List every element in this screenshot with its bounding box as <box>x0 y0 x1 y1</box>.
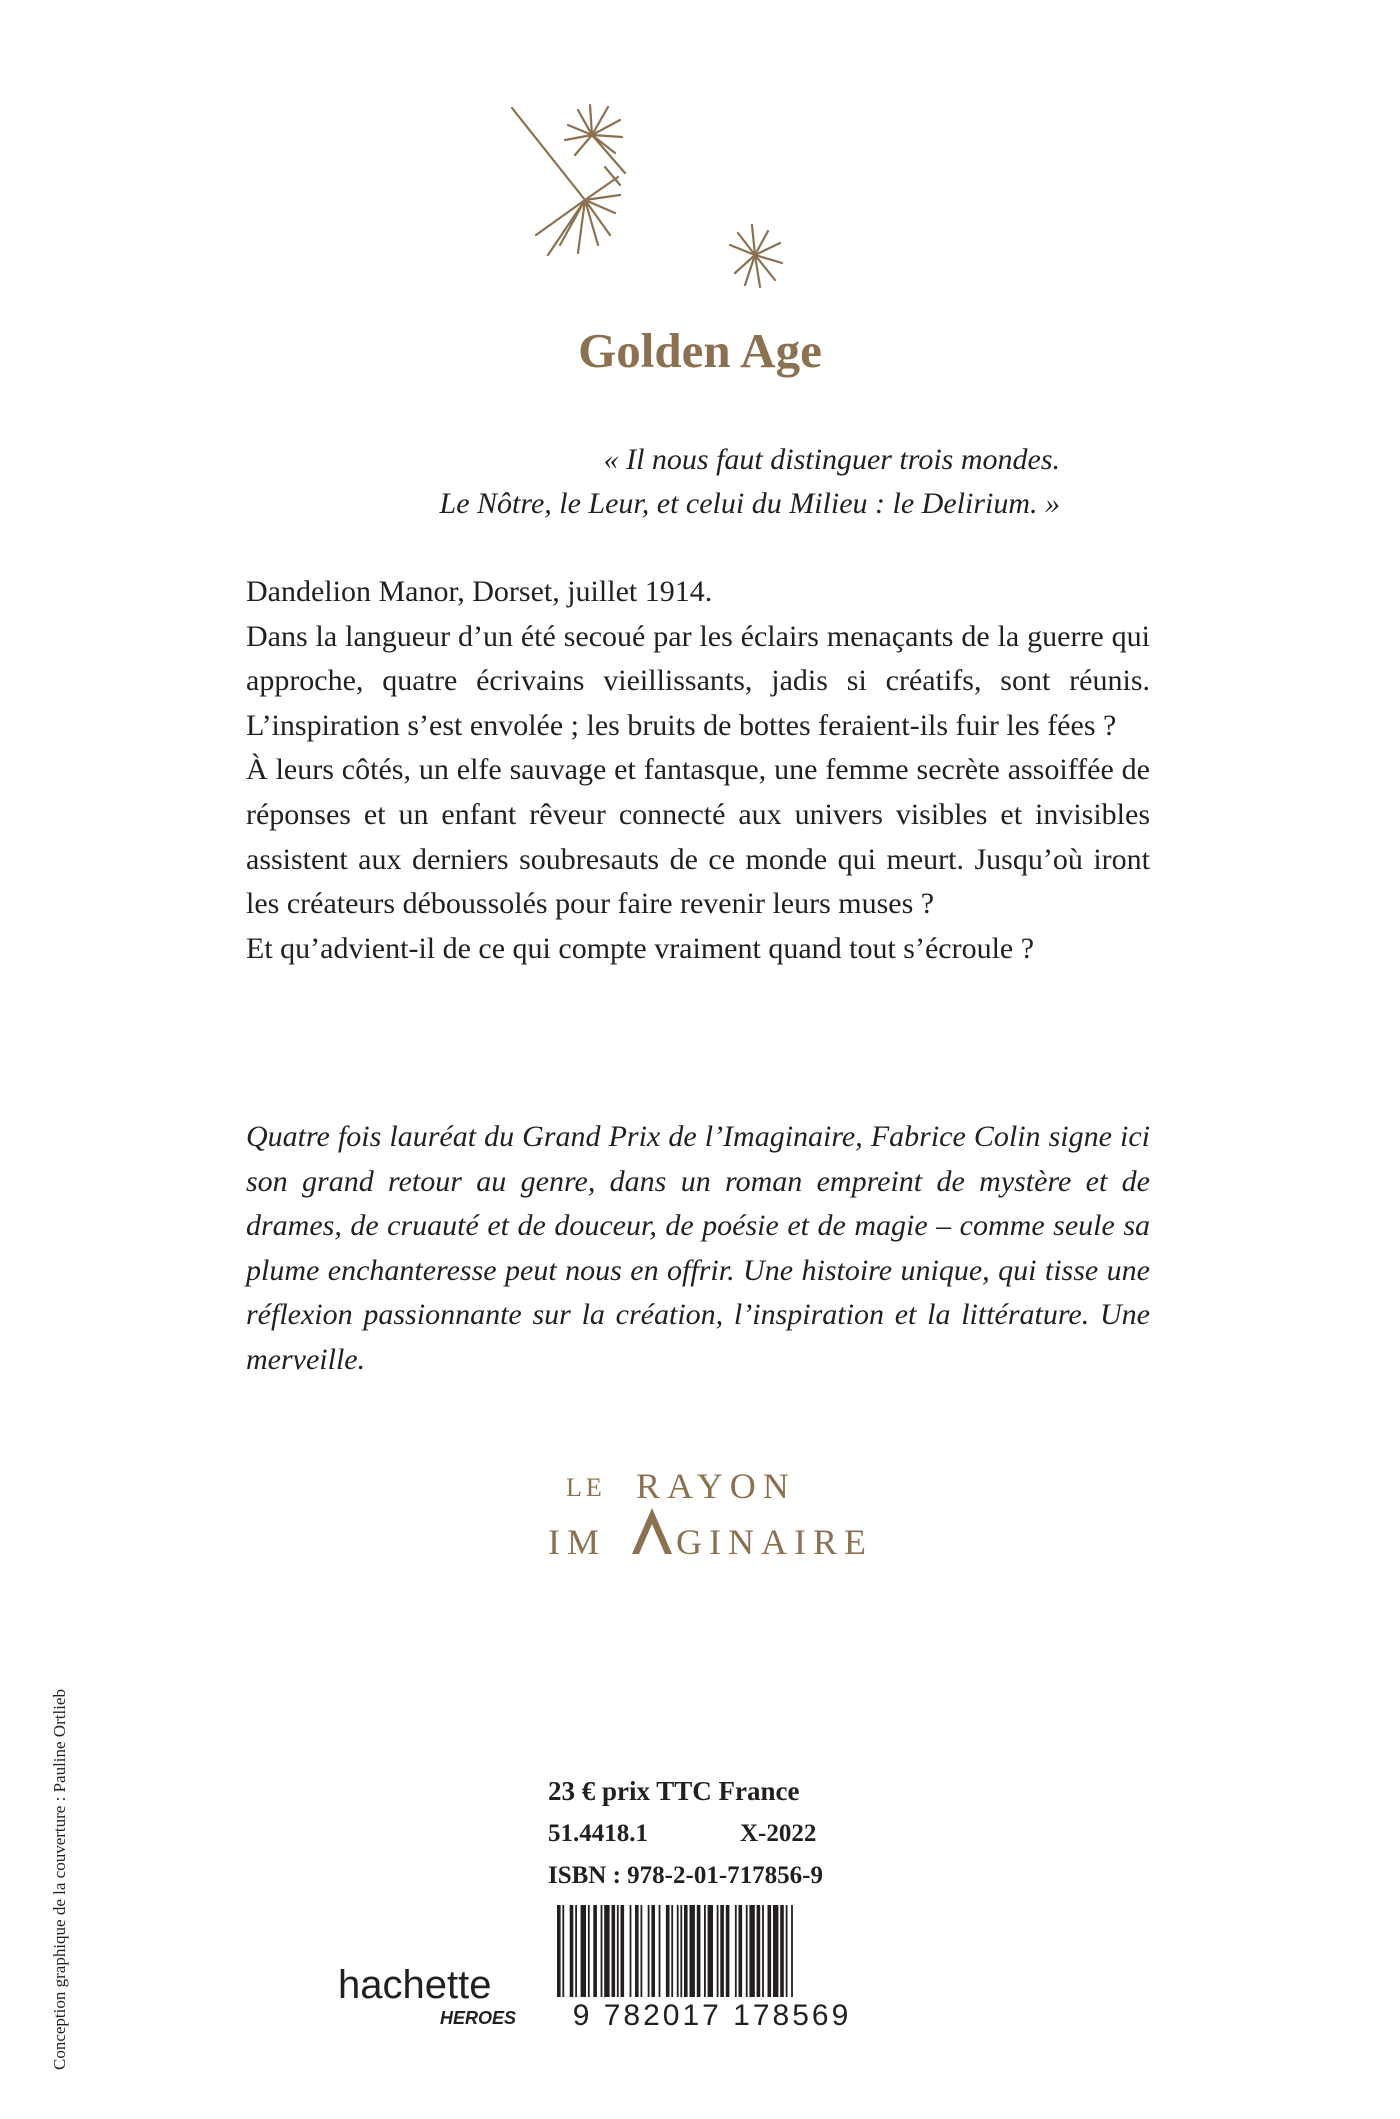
barcode-bar <box>641 1905 643 1997</box>
cover-design-credit: Conception graphique de la couverture : Pauline Ortlieb <box>50 1689 69 2070</box>
barcode-bar <box>604 1905 609 1997</box>
barcode-bar <box>621 1905 625 1997</box>
collection-logo-left: IM <box>548 1522 606 1562</box>
barcode-bar <box>697 1905 701 1997</box>
book-title: Golden Age <box>578 323 822 378</box>
barcode-bar <box>704 1905 706 1997</box>
barcode-bar <box>749 1905 754 1997</box>
synopsis-paragraph: Dandelion Manor, Dorset, juillet 1914. <box>246 575 713 608</box>
price: 23 € prix TTC France <box>548 1776 800 1806</box>
barcode-bar <box>786 1905 788 1997</box>
barcode-bar <box>780 1905 784 1997</box>
barcode-bar <box>757 1905 761 1997</box>
isbn-barcode <box>545 1901 880 2031</box>
barcode-bar <box>630 1905 632 1997</box>
author-blurb: Quatre fois lauréat du Grand Prix de l’Imaginaire, Fabrice Colin signe ici son grand retour au genre, dans un roman empreint de mystère et de drames, de cruauté et de douceur, de poésie et de magie – comme seule sa plume enchanteresse peut nous en offrir. Une histoire unique, qui tisse une réflexion passionnante sur la création, l’inspiration et la littérature. Une merveille. <box>246 1120 1150 1376</box>
barcode-bar <box>677 1905 679 1997</box>
barcode-bar <box>648 1905 650 1997</box>
barcode-bar <box>726 1905 730 1997</box>
chevron-a-icon <box>632 1508 672 1554</box>
epigraph <box>320 438 1060 526</box>
synopsis-paragraph: Et qu’advient-il de ce qui compte vraiment quand tout s’écroule ? <box>246 931 1035 965</box>
barcode-bar <box>708 1905 713 1997</box>
barcode-bar <box>680 1905 682 1997</box>
collection-logo-right: GINAIRE <box>676 1522 873 1562</box>
barcode-bar <box>762 1905 764 1997</box>
barcode-bar <box>717 1905 719 1997</box>
barcode-bar <box>570 1905 574 1997</box>
reference-code: 51.4418.1 <box>548 1820 648 1847</box>
barcode-bar <box>612 1905 616 1997</box>
publisher-name: hachette <box>338 1963 492 2007</box>
barcode-bar <box>690 1905 695 1997</box>
barcode-bar <box>588 1905 590 1997</box>
barcode-bar <box>791 1905 793 1997</box>
barcode-bar <box>684 1905 688 1997</box>
publisher-imprint: HEROES <box>440 2008 517 2028</box>
barcode-digits: 9 782017 178569 <box>572 1999 852 2032</box>
barcode-bar <box>601 1905 603 1997</box>
barcode-bar <box>773 1905 778 1997</box>
barcode-bar <box>739 1905 743 1997</box>
barcode-bar <box>562 1905 564 1997</box>
epigraph-line: « Il nous faut distinguer trois mondes. <box>603 443 1060 476</box>
barcode-bar <box>659 1905 661 1997</box>
barcode-bar <box>651 1905 655 1997</box>
barcode-bar <box>666 1905 670 1997</box>
barcode-bar <box>746 1905 748 1997</box>
collection-logo <box>548 1456 908 1566</box>
barcode-bar <box>671 1905 673 1997</box>
synopsis-paragraph: Dans la langueur d’un été secoué par les éclairs menaçants de la guerre qui approche, quatre écrivains vieillissants, jadis si créatifs, sont réunis. L’inspiration s’est envolée ; les bruits de bottes feraient-ils fuir les fées ? <box>246 619 1150 742</box>
collection-logo-word: RAYON <box>636 1466 796 1506</box>
barcode-bar <box>617 1905 619 1997</box>
dandelion-seed-icon <box>605 167 782 287</box>
dandelion-seed-icon <box>565 105 625 173</box>
barcode-bar <box>557 1905 561 1997</box>
barcode-bar <box>635 1905 639 1997</box>
barcode-bar <box>575 1905 577 1997</box>
isbn: ISBN : 978-2-01-717856-9 <box>548 1862 823 1889</box>
barcode-bar <box>768 1905 772 1997</box>
epigraph-line: Le Nôtre, le Leur, et celui du Milieu : le Delirium. » <box>439 487 1060 520</box>
synopsis-paragraph: À leurs côtés, un elfe sauvage et fantasque, une femme secrète assoiffée de réponses et un enfant rêveur connecté aux univers visibles et invisibles assistent aux derniers soubresauts de ce monde qui meurt. Jusqu’où iront les créateurs déboussolés pour faire revenir leurs muses ? <box>246 753 1150 921</box>
collection-logo-prefix: LE <box>566 1473 606 1502</box>
publisher-logo <box>338 1960 517 2030</box>
barcode-bar <box>593 1905 597 1997</box>
dandelion-seeds-illustration <box>490 85 820 325</box>
barcode-bar <box>735 1905 737 1997</box>
barcode-bar <box>581 1905 586 1997</box>
barcode-bar <box>720 1905 724 1997</box>
edition-date: X-2022 <box>740 1820 817 1847</box>
synopsis <box>246 570 1150 971</box>
dandelion-seed-icon <box>512 108 620 255</box>
